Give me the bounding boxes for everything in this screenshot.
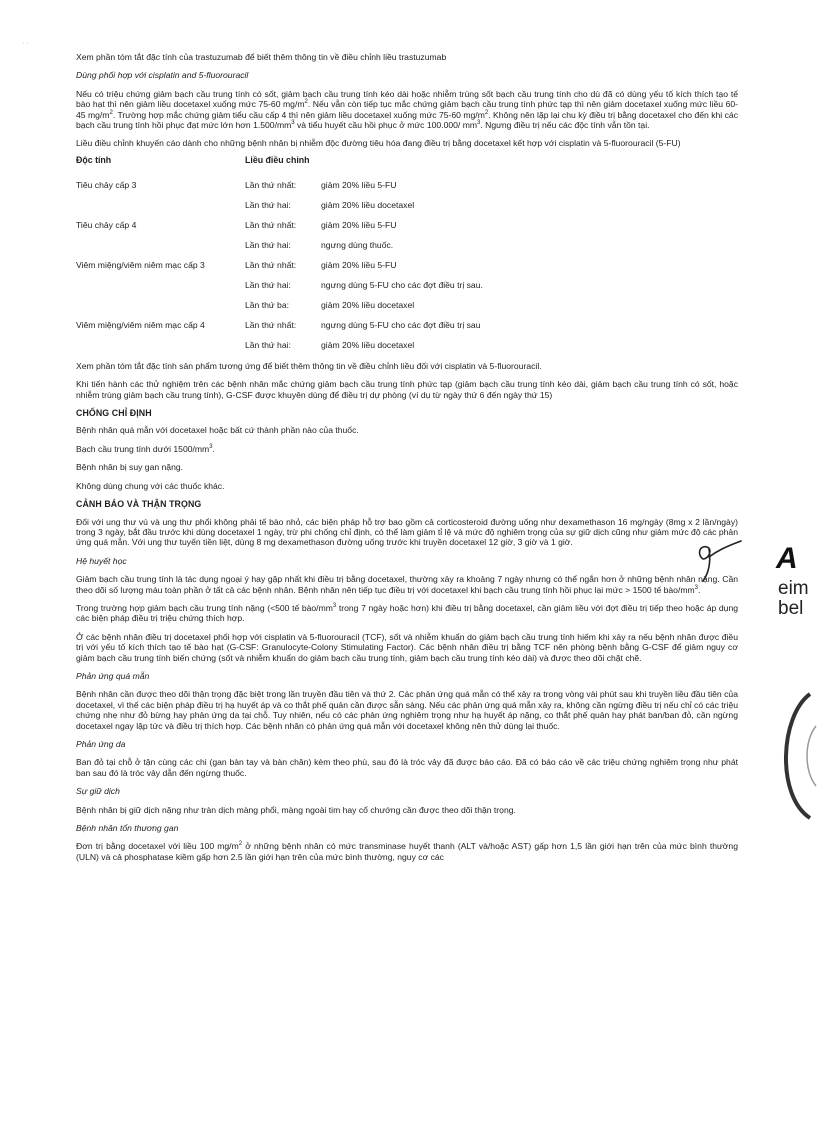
table-cell-tox: Tiêu chảy cấp 4 [76, 219, 137, 230]
table-row [76, 255, 483, 275]
subheading-skin: Phản ứng da [76, 739, 126, 749]
table-cell-time: Lần thứ nhất: [245, 219, 297, 230]
text: . Ngưng điều trị nếu các độc tính vẫn tồn tại. [480, 120, 650, 131]
text: Đơn trị bằng docetaxel với liều 100 mg/m [76, 841, 239, 852]
paragraph: Bệnh nhân bị giữ dịch nặng như tràn dịch màng phổi, màng ngoài tim hay cổ chướng cần được theo dõi thận trọng. [76, 804, 516, 815]
subheading-hematology: Hệ huyết học [76, 555, 127, 566]
paragraph: Đối với ung thư vú và ung thư phổi không phải tế bào nhỏ, các biện pháp hỗ trợ bao gồm cả corticosteroid đường uống như dexamethason 16 mg/ngày (8mg x 2 lần/ngày) trong 3 ngày, bắt đầu trước khi dùng docetaxel 1 ngày, trừ phi chống chỉ định, có thể làm giảm tỉ lệ và mức độ nghiêm trọng của sự giữ dịch cũng như giảm mức độ các phản ứng quá mẫn. Với ung thư tuyến tiền liệt, dùng 8 mg dexamethason đường uống trước khi truyền docetaxel 12 giờ, 3 giờ và 1 giờ. [76, 516, 738, 548]
paragraph: Khi tiến hành các thử nghiệm trên các bệnh nhân mắc chứng giảm bạch cầu trung tính phức tạp (giảm bạch cầu trung tính kéo dài, giảm bạch cầu trung tính có sốt, hoặc nhiễm trùng giảm bạch cầu trung tính), G-CSF được khuyên dùng để điều trị dự phòng (ví dụ từ ngày thứ 6 đến ngày thứ 15) [76, 379, 738, 400]
edge-stamp-line: bel [778, 598, 804, 619]
text: . Không nên lặp lại chu kỳ điều trị bằng docetaxel cho đến khi các bạch cầu trung tính hồi phục đạt mức lớn hơn 1.500/mm [76, 109, 738, 131]
paragraph: Xem phần tóm tắt đặc tính của trastuzumab để biết thêm thông tin về điều chỉnh liều trastuzumab [76, 52, 447, 62]
paragraph: Xem phần tóm tắt đặc tính sản phẩm tương ứng để biết thêm thông tin về điều chỉnh liều đối với cisplatin và 5-fluorouracil. [76, 360, 542, 371]
paragraph [76, 841, 738, 862]
subheading-hypersensitivity: Phản ứng quá mẫn [76, 670, 150, 681]
superscript: 2 [304, 99, 308, 106]
table-cell-dose: ngưng dùng 5-FU cho các đợt điều trị sau [321, 319, 481, 330]
table-cell-dose: giảm 20% liều docetaxel [321, 339, 415, 350]
text: ở những bệnh nhân có mức transminase huyết thanh (ALT và/hoặc AST) gấp hơn 1,5 lần giới hạn trên của mức bình thường (ULN) và cả phosphatase kiềm gấp hơn 2.5 lần giới hạn trên của mức bình thường, nguy cơ các [76, 841, 738, 862]
text: Bạch cầu trung tính dưới 1500/mm [76, 443, 210, 454]
edge-stamp-letter: A [776, 542, 798, 575]
table-cell-time: Lần thứ ba: [245, 299, 289, 310]
paragraph: Ở các bệnh nhân điều trị docetaxel phối hợp với cisplatin và 5-fluorouracil (TCF), sốt và nhiễm khuẩn do giảm bạch cầu trung tính hiếm khi xảy ra nếu bệnh nhân được điều trị với yếu tố kích thích tạo tế bào hạt (G-CSF: Granulocyte-Colony Stimulating Factor). Các bệnh nhân điều trị bằng TCF nên phòng bệnh bằng G-CSF để giảm nguy cơ giảm bạch cầu trung tính biến chứng (sốt và nhiễm khuẩn do giảm bạch cầu trung tính, giảm bạch cầu trung tính kéo dài) và được theo dõi chặt chẽ. [76, 631, 738, 663]
table-cell-dose: ngưng dùng 5-FU cho các đợt điều trị sau. [321, 279, 483, 290]
superscript: 3 [477, 120, 481, 127]
table-cell-time: Lần thứ nhất: [245, 259, 297, 270]
superscript: 2 [484, 109, 489, 116]
table-cell-dose: giảm 20% liều docetaxel [321, 199, 415, 210]
paragraph [76, 603, 738, 624]
table-cell-time: Lần thứ hai: [245, 279, 291, 290]
table-cell-tox: Tiêu chảy cấp 3 [76, 179, 137, 190]
superscript: 2 [238, 841, 243, 848]
contraindication-item: Bệnh nhân bị suy gan nặng. [76, 462, 184, 473]
text: Nếu có triệu chứng giảm bạch cầu trung tính có sốt, giảm bạch cầu trung tính kéo dài hoặc nhiễm trùng sốt bạch cầu trung tính cho dù đã có dùng yếu tố kích thích tạo tế bào hạt thì nên giảm liều docetaxel xuống mức 75-60 mg/m [76, 88, 738, 110]
table-cell-time: Lần thứ hai: [245, 339, 291, 350]
text: Trong trường hợp giảm bạch cầu trung tính nặng (<500 tế bào/mm [76, 602, 333, 613]
paragraph: Bệnh nhân cần được theo dõi thận trọng đặc biệt trong lần truyền đầu tiên và thứ 2. Các phản ứng quá mẫn có thể xảy ra trong vòng vài phút sau khi truyền liều đầu tiên của docetaxel, vì thế các biện pháp điều trị hạ huyết áp và co thắt phế quản cần được sẵn sàng. Nếu các phản ứng quá mẫn xảy ra, không cần ngừng điều trị nếu chỉ có các triệu chứng nhẹ như đỏ bừng hay phản ứng da tại chỗ. Tuy nhiên, nếu có các phản ứng nghiêm trọng như hạ huyết áp nặng, co thắt phế quản hay phát ban/ban đỏ, cần ngừng docetaxel ngay lập tức và điều trị thích hợp. Các bệnh nhân có phản ứng quá mẫn với docetaxel không nên thử dùng lại thuốc. [76, 689, 738, 731]
table-cell-dose: giảm 20% liều 5-FU [321, 179, 397, 190]
table-row [76, 295, 483, 315]
paragraph: Ban đỏ tại chỗ ở tận cùng các chi (gan bàn tay và bàn chân) kèm theo phù, sau đó là tróc vảy đã được báo cáo. Đã có báo cáo về các triệu chứng nghiêm trọng như phát ban sau đó là tróc vảy dẫn đến ngừng thuốc. [76, 757, 738, 778]
header-dose: Liều điều chỉnh [245, 154, 310, 165]
heading-contraindications: CHỐNG CHỈ ĐỊNH [76, 408, 152, 419]
handwritten-signature [695, 537, 745, 587]
paragraph-neutropenia-dose [76, 89, 738, 131]
table-cell-tox [76, 195, 245, 215]
dose-adjustment-table [76, 155, 483, 355]
text: Giảm bạch cầu trung tính là tác dụng ngoại ý hay gặp nhất khi điều trị bằng docetaxel, thường xảy ra khoảng 7 ngày nhưng có thể ngắn hơn ở những bệnh nhân nặng. Cần theo dõi số lượng máu toàn phần ở tất cả các bệnh nhân. Bệnh nhân nên tiếp tục điều trị với docetaxel khi bạch cầu trung tính hồi phục lại mức > 1500 tế bào/mm [76, 574, 738, 595]
table-cell-tox [76, 335, 245, 355]
table-row [76, 315, 483, 335]
table-cell-tox [76, 275, 245, 295]
text: . Trường hợp mắc chứng giảm tiểu cầu cấp 4 thì nên giảm liều docetaxel xuống mức 75-60 mg/m [112, 109, 485, 120]
superscript: 2 [109, 109, 113, 116]
table-cell-time: Lần thứ nhất: [245, 179, 297, 190]
table-cell-tox [76, 295, 245, 315]
table-row [76, 275, 483, 295]
header-toxicity: Độc tính [76, 154, 112, 165]
table-row [76, 175, 483, 195]
paragraph: Giảm bạch cầu trung tính là tác dụng ngoại ý hay gặp nhất khi điều trị bằng docetaxel, thường xảy ra khoảng 7 ngày nhưng có thể ngắn hơn ở những bệnh nhân nặng. Cần theo dõi số lượng máu toàn phần ở tất cả các bệnh nhân. Bệnh nhân nên tiếp tục điều trị với docetaxel khi bạch cầu trung tính hồi phục lại mức > 1500 tế bào/$mm^3$. [76, 574, 738, 595]
scan-speck: · · [22, 40, 29, 47]
table-cell-dose: giảm 20% liều 5-FU [321, 259, 397, 270]
superscript: 3 [332, 603, 337, 610]
edge-seal-stamp [770, 686, 830, 826]
superscript: 3 [209, 444, 213, 451]
contraindication-item: Không dùng chung với các thuốc khác. [76, 480, 225, 491]
subheading-cisplatin: Dùng phối hợp với cisplatin and 5-fluorouracil [76, 70, 249, 81]
table-cell-tox [76, 235, 245, 255]
table-cell-tox: Viêm miệng/viêm niêm mạc cấp 4 [76, 319, 205, 330]
table-cell-dose: giảm 20% liều docetaxel [321, 299, 415, 310]
edge-stamp-text [778, 579, 809, 619]
heading-warnings: CẢNH BÁO VÀ THẬN TRỌNG [76, 499, 202, 510]
subheading-fluid-retention: Sự giữ dịch [76, 786, 120, 797]
table-cell-dose: giảm 20% liều 5-FU [321, 219, 397, 230]
superscript: 3 [291, 120, 295, 127]
table-cell-tox: Viêm miệng/viêm niêm mạc cấp 3 [76, 259, 205, 270]
table-header-row [76, 155, 483, 175]
superscript: 3 [694, 584, 699, 591]
contraindication-item: Bạch cầu trung tính dưới $1500/mm^3$. [76, 443, 215, 454]
edge-stamp-line: eim [778, 578, 809, 599]
table-row [76, 235, 483, 255]
table-cell-time: Lần thứ hai: [245, 199, 291, 210]
table-cell-time: Lần thứ hai: [245, 239, 291, 250]
paragraph-gi-toxicity: Liều điều chỉnh khuyến cáo dành cho những bệnh nhân bị nhiễm độc đường tiêu hóa đang điều trị bằng docetaxel kết hợp với cisplatin và 5-fluorouracil (5-FU) [76, 138, 681, 149]
table-row [76, 335, 483, 355]
table-row [76, 195, 483, 215]
subheading-hepatic: Bệnh nhân tổn thương gan [76, 823, 179, 834]
table-cell-dose: ngưng dùng thuốc. [321, 239, 394, 250]
table-row [76, 215, 483, 235]
contraindication-item: Bệnh nhân quá mẫn với docetaxel hoặc bất cứ thành phần nào của thuốc. [76, 425, 359, 436]
document-page [76, 52, 738, 870]
text: và tiểu huyết cầu hồi phục ở mức 100.000/ mm [294, 120, 478, 131]
text: trong 7 ngày hoặc hơn) khi điều trị bằng docetaxel, cần giảm liều với đợt điều trị tiếp theo hoặc áp dụng các biện pháp điều trị triệu chứng thích hợp. [76, 602, 739, 624]
table-cell-time: Lần thứ nhất: [245, 319, 297, 330]
text: . Nếu vẫn còn tiếp tục mắc chứng giảm bạch cầu trung tính phức tạp thì nên giảm docetaxel xuống mức liều 60-45 mg/m [76, 99, 738, 120]
